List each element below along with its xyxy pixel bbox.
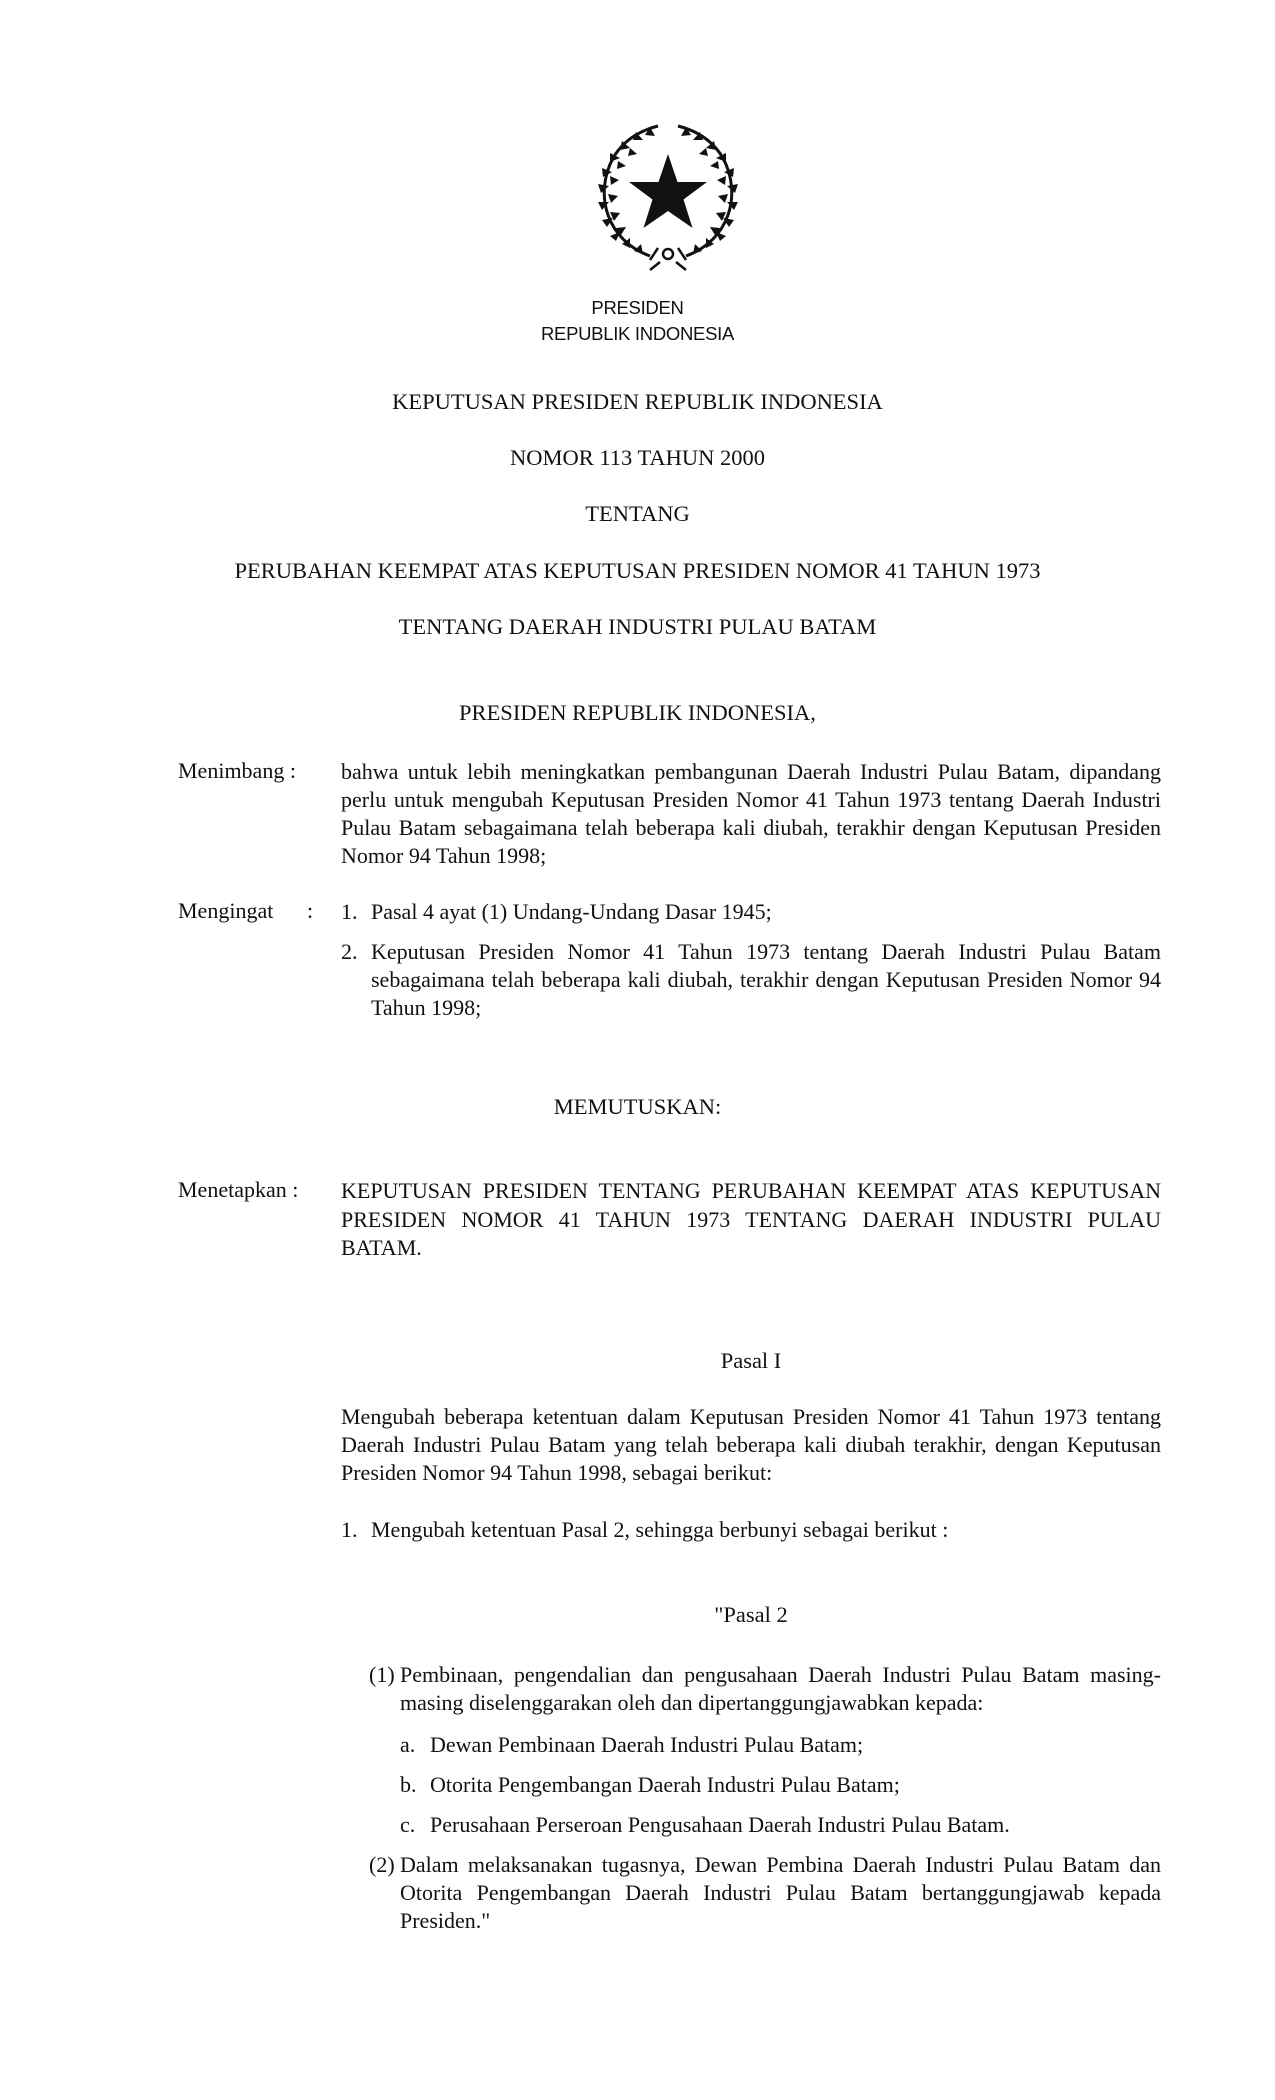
mengingat-label-text: Mengingat — [178, 898, 274, 923]
emblem-icon — [588, 116, 748, 276]
menetapkan-text: KEPUTUSAN PRESIDEN TENTANG PERUBAHAN KEEMPAT ATAS KEPUTUSAN PRESIDEN NOMOR 41 TAHUN 1973 TENTANG DAERAH INDUSTRI PULAU BATAM. — [341, 1178, 1161, 1260]
memutuskan-heading: MEMUTUSKAN: — [553, 1094, 722, 1119]
mengingat-colon: : — [307, 898, 314, 923]
pasal-1-item-1 — [341, 1516, 1161, 1544]
mengingat-label — [178, 898, 338, 924]
mengingat-item-2 — [341, 938, 1161, 1022]
list-text: Perusahaan Perseroan Pengusahaan Daerah Industri Pulau Batam. — [430, 1812, 1010, 1837]
ayat-1-item-a — [400, 1731, 1161, 1759]
menimbang-label: Menimbang : — [178, 758, 296, 783]
list-letter: b. — [400, 1772, 417, 1797]
decree-tentang: TENTANG — [585, 501, 690, 526]
list-text: Pasal 4 ayat (1) Undang-Undang Dasar 1945; — [371, 899, 772, 924]
pasal-1-heading: Pasal I — [720, 1348, 782, 1373]
list-number: 1. — [341, 1517, 358, 1542]
list-number: 2. — [341, 939, 358, 964]
ayat-number: (2) — [369, 1852, 395, 1877]
menetapkan-label: Menetapkan : — [178, 1177, 299, 1202]
menimbang-text: bahwa untuk lebih meningkatkan pembangunan Daerah Industri Pulau Batam, dipandang perlu untuk mengubah Keputusan Presiden Nomor 41 Tahun 1973 tentang Daerah Industri Pulau Batam sebagaimana telah beberapa kali diubah, terakhir dengan Keputusan Presiden Nomor 94 Tahun 1998; — [341, 759, 1161, 868]
ayat-1-item-c — [400, 1811, 1161, 1839]
decree-issuer: PRESIDEN REPUBLIK INDONESIA, — [459, 700, 816, 725]
pasal-1-intro: Mengubah beberapa ketentuan dalam Keputusan Presiden Nomor 41 Tahun 1973 tentang Daerah Industri Pulau Batam yang telah beberapa kali diubah terakhir, dengan Keputusan Presiden Nomor 94 Tahun 1998, sebagai berikut: — [341, 1404, 1161, 1485]
list-letter: c. — [400, 1812, 416, 1837]
list-text: Keputusan Presiden Nomor 41 Tahun 1973 tentang Daerah Industri Pulau Batam sebagaimana telah beberapa kali diubah, terakhir dengan Keputusan Presiden Nomor 94 Tahun 1998; — [371, 939, 1161, 1020]
list-text: Otorita Pengembangan Daerah Industri Pulau Batam; — [430, 1772, 900, 1797]
decree-subject: PERUBAHAN KEEMPAT ATAS KEPUTUSAN PRESIDEN NOMOR 41 TAHUN 1973 — [234, 558, 1041, 583]
pasal-2-ayat-1 — [369, 1661, 1161, 1717]
letterhead-line1: PRESIDEN — [591, 297, 684, 318]
list-number: 1. — [341, 899, 358, 924]
list-letter: a. — [400, 1732, 416, 1757]
list-text: Mengubah ketentuan Pasal 2, sehingga berbunyi sebagai berikut : — [371, 1517, 949, 1542]
list-text: Dewan Pembinaan Daerah Industri Pulau Batam; — [430, 1732, 864, 1757]
ayat-number: (1) — [369, 1662, 395, 1687]
decree-number: NOMOR 113 TAHUN 2000 — [509, 445, 766, 470]
ayat-1-item-b — [400, 1771, 1161, 1799]
pasal-2-ayat-2 — [369, 1851, 1161, 1935]
pasal-2-heading: "Pasal 2 — [714, 1602, 788, 1627]
decree-subject-2: TENTANG DAERAH INDUSTRI PULAU BATAM — [398, 614, 877, 639]
decree-title: KEPUTUSAN PRESIDEN REPUBLIK INDONESIA — [392, 389, 883, 414]
mengingat-item-1 — [341, 898, 1161, 926]
ayat-text: Pembinaan, pengendalian dan pengusahaan Daerah Industri Pulau Batam masing-masing diselenggarakan oleh dan dipertanggungjawabkan kepada: — [400, 1662, 1161, 1715]
letterhead-line2: REPUBLIK INDONESIA — [540, 323, 734, 344]
ayat-text: Dalam melaksanakan tugasnya, Dewan Pembina Daerah Industri Pulau Batam dan Otorita Pengembangan Daerah Industri Pulau Batam bertanggungjawab kepada Presiden." — [400, 1852, 1161, 1933]
